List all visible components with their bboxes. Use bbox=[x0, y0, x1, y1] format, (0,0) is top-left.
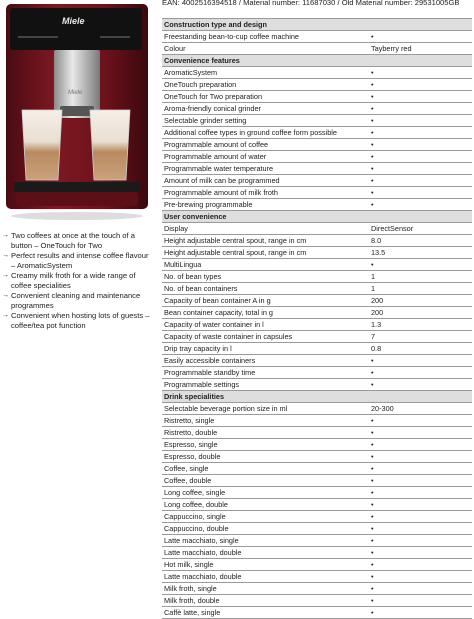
spec-value: • bbox=[369, 487, 472, 499]
spec-value: • bbox=[369, 199, 472, 211]
svg-text:Miele: Miele bbox=[68, 90, 83, 96]
spec-value: • bbox=[369, 151, 472, 163]
table-row bbox=[162, 175, 472, 187]
spec-value: • bbox=[369, 355, 472, 367]
spec-value: • bbox=[369, 547, 472, 559]
table-row bbox=[162, 583, 472, 595]
spec-value: • bbox=[369, 127, 472, 139]
list-item: → Convenient cleaning and maintenance programmes bbox=[2, 291, 141, 310]
table-row bbox=[162, 307, 472, 319]
spec-label: Coffee, single bbox=[162, 463, 369, 475]
spec-value: 20-300 bbox=[369, 403, 472, 415]
spec-label: Drip tray capacity in l bbox=[162, 343, 369, 355]
table-row bbox=[162, 595, 472, 607]
table-row bbox=[162, 103, 472, 115]
spec-value: • bbox=[369, 523, 472, 535]
section-header-row bbox=[162, 391, 472, 403]
spec-label: Display bbox=[162, 223, 369, 235]
arrow-right-icon: → bbox=[2, 292, 9, 299]
table-row bbox=[162, 43, 472, 55]
spec-label: Cappuccino, single bbox=[162, 511, 369, 523]
spec-value: • bbox=[369, 511, 472, 523]
table-row bbox=[162, 475, 472, 487]
table-row bbox=[162, 199, 472, 211]
spec-label: Espresso, single bbox=[162, 439, 369, 451]
spec-label: Milk froth, single bbox=[162, 583, 369, 595]
spec-label: Latte macchiato, double bbox=[162, 547, 369, 559]
table-row bbox=[162, 499, 472, 511]
ean-line: EAN: 4002516394518 / Material number: 11687030 / Old Material number: 29531005GB bbox=[162, 0, 460, 7]
spec-label: Programmable water temperature bbox=[162, 163, 369, 175]
spec-value: • bbox=[369, 535, 472, 547]
arrow-right-icon: → bbox=[2, 272, 9, 279]
table-row bbox=[162, 367, 472, 379]
spec-label: Cappuccino, double bbox=[162, 523, 369, 535]
spec-label: Aroma-friendly conical grinder bbox=[162, 103, 369, 115]
spec-value: 7 bbox=[369, 331, 472, 343]
spec-label: Bean container capacity, total in g bbox=[162, 307, 369, 319]
spec-value: 200 bbox=[369, 295, 472, 307]
spec-value: Tayberry red bbox=[369, 43, 472, 55]
table-row bbox=[162, 535, 472, 547]
section-title: Convenience features bbox=[162, 55, 369, 67]
spec-label: Capacity of waste container in capsules bbox=[162, 331, 369, 343]
table-row bbox=[162, 523, 472, 535]
table-row bbox=[162, 379, 472, 391]
section-title: User convenience bbox=[162, 211, 369, 223]
table-row bbox=[162, 343, 472, 355]
table-row bbox=[162, 151, 472, 163]
spec-label: Latte macchiato, single bbox=[162, 535, 369, 547]
spec-label: Long coffee, double bbox=[162, 499, 369, 511]
table-row bbox=[162, 511, 472, 523]
spec-label: Selectable grinder setting bbox=[162, 115, 369, 127]
coffee-machine-image bbox=[4, 2, 154, 224]
table-row bbox=[162, 79, 472, 91]
spec-value: • bbox=[369, 499, 472, 511]
spec-value: • bbox=[369, 451, 472, 463]
spec-label: Latte macchiato, double bbox=[162, 571, 369, 583]
table-row bbox=[162, 439, 472, 451]
section-header-row bbox=[162, 211, 472, 223]
section-title: Construction type and design bbox=[162, 19, 369, 31]
spec-label: Easily accessible containers bbox=[162, 355, 369, 367]
arrow-right-icon: → bbox=[2, 252, 9, 259]
table-row bbox=[162, 247, 472, 259]
spec-value: • bbox=[369, 367, 472, 379]
spec-value: 1 bbox=[369, 271, 472, 283]
spec-value: • bbox=[369, 583, 472, 595]
spec-value: • bbox=[369, 595, 472, 607]
spec-value: 8.0 bbox=[369, 235, 472, 247]
spec-value: • bbox=[369, 415, 472, 427]
table-row bbox=[162, 607, 472, 619]
table-row bbox=[162, 295, 472, 307]
spec-value: • bbox=[369, 187, 472, 199]
spec-label: Ristretto, single bbox=[162, 415, 369, 427]
spec-label: Programmable amount of water bbox=[162, 151, 369, 163]
spec-label: Additional coffee types in ground coffee form possible bbox=[162, 127, 369, 139]
spec-value: • bbox=[369, 175, 472, 187]
spec-value: • bbox=[369, 439, 472, 451]
spec-label: Colour bbox=[162, 43, 369, 55]
section-header-row bbox=[162, 55, 472, 67]
spec-label: Hot milk, single bbox=[162, 559, 369, 571]
spec-value: • bbox=[369, 475, 472, 487]
spec-table-body bbox=[162, 19, 472, 619]
spec-label: Ristretto, double bbox=[162, 427, 369, 439]
list-item: → Perfect results and intense coffee flavour – AromaticSystem bbox=[2, 251, 149, 270]
table-row bbox=[162, 559, 472, 571]
spec-label: Freestanding bean-to-cup coffee machine bbox=[162, 31, 369, 43]
spec-label: AromaticSystem bbox=[162, 67, 369, 79]
spec-label: Long coffee, single bbox=[162, 487, 369, 499]
spec-label: No. of bean types bbox=[162, 271, 369, 283]
spec-label: Coffee, double bbox=[162, 475, 369, 487]
table-row bbox=[162, 31, 472, 43]
table-row bbox=[162, 319, 472, 331]
table-row bbox=[162, 115, 472, 127]
list-item: → Creamy milk froth for a wide range of coffee specialities bbox=[2, 271, 136, 290]
arrow-right-icon: → bbox=[2, 312, 9, 319]
table-row bbox=[162, 463, 472, 475]
spec-label: Programmable amount of coffee bbox=[162, 139, 369, 151]
table-row bbox=[162, 259, 472, 271]
spec-value: • bbox=[369, 91, 472, 103]
spec-label: Height adjustable central spout, range in cm bbox=[162, 235, 369, 247]
product-column bbox=[0, 0, 156, 577]
spec-value: • bbox=[369, 103, 472, 115]
spec-label: Height adjustable central spout, range in cm bbox=[162, 247, 369, 259]
table-row bbox=[162, 139, 472, 151]
spec-label: OneTouch preparation bbox=[162, 79, 369, 91]
spec-label: Capacity of bean container A in g bbox=[162, 295, 369, 307]
table-row bbox=[162, 187, 472, 199]
spec-label: OneTouch for Two preparation bbox=[162, 91, 369, 103]
table-row bbox=[162, 91, 472, 103]
spec-table bbox=[162, 18, 472, 619]
spec-value: 0.8 bbox=[369, 343, 472, 355]
benefits-list bbox=[2, 231, 154, 331]
spec-value: • bbox=[369, 607, 472, 619]
spec-value bbox=[369, 19, 472, 31]
table-row bbox=[162, 283, 472, 295]
list-item: → Convenient when hosting lots of guests – coffee/tea pot function bbox=[2, 311, 150, 330]
table-row bbox=[162, 487, 472, 499]
section-title: Drink specialities bbox=[162, 391, 369, 403]
spec-value: 1.3 bbox=[369, 319, 472, 331]
spec-value bbox=[369, 391, 472, 403]
spec-label: Caffè latte, single bbox=[162, 607, 369, 619]
table-row bbox=[162, 127, 472, 139]
spec-value: 200 bbox=[369, 307, 472, 319]
spec-value: • bbox=[369, 31, 472, 43]
spec-value bbox=[369, 55, 472, 67]
list-item: → Two coffees at once at the touch of a button – OneTouch for Two bbox=[2, 231, 135, 250]
spec-label: Programmable amount of milk froth bbox=[162, 187, 369, 199]
table-row bbox=[162, 451, 472, 463]
section-header-row bbox=[162, 19, 472, 31]
arrow-right-icon: → bbox=[2, 232, 9, 239]
spec-label: Pre-brewing programmable bbox=[162, 199, 369, 211]
spec-value: • bbox=[369, 67, 472, 79]
table-row bbox=[162, 331, 472, 343]
spec-value: • bbox=[369, 379, 472, 391]
table-row bbox=[162, 415, 472, 427]
spec-value: DirectSensor bbox=[369, 223, 472, 235]
spec-value: 13.5 bbox=[369, 247, 472, 259]
spec-label: Programmable settings bbox=[162, 379, 369, 391]
spec-value: • bbox=[369, 163, 472, 175]
spec-label: Amount of milk can be programmed bbox=[162, 175, 369, 187]
spec-value: • bbox=[369, 115, 472, 127]
spec-label: Selectable beverage portion size in ml bbox=[162, 403, 369, 415]
spec-label: Capacity of water container in l bbox=[162, 319, 369, 331]
table-row bbox=[162, 235, 472, 247]
table-row bbox=[162, 403, 472, 415]
spec-label: Espresso, double bbox=[162, 451, 369, 463]
spec-value: • bbox=[369, 463, 472, 475]
spec-value: • bbox=[369, 139, 472, 151]
table-row bbox=[162, 355, 472, 367]
spec-value: • bbox=[369, 259, 472, 271]
spec-label: Programmable standby time bbox=[162, 367, 369, 379]
spec-value: • bbox=[369, 559, 472, 571]
spec-label: MultiLingua bbox=[162, 259, 369, 271]
spec-value: • bbox=[369, 571, 472, 583]
spec-label: No. of bean containers bbox=[162, 283, 369, 295]
spec-value: • bbox=[369, 79, 472, 91]
spec-value: 1 bbox=[369, 283, 472, 295]
table-row bbox=[162, 427, 472, 439]
table-row bbox=[162, 67, 472, 79]
table-row bbox=[162, 163, 472, 175]
spec-label: Milk froth, double bbox=[162, 595, 369, 607]
table-row bbox=[162, 223, 472, 235]
spec-value: • bbox=[369, 427, 472, 439]
table-row bbox=[162, 547, 472, 559]
spec-value bbox=[369, 211, 472, 223]
brand-logo: Miele bbox=[62, 16, 85, 26]
table-row bbox=[162, 271, 472, 283]
